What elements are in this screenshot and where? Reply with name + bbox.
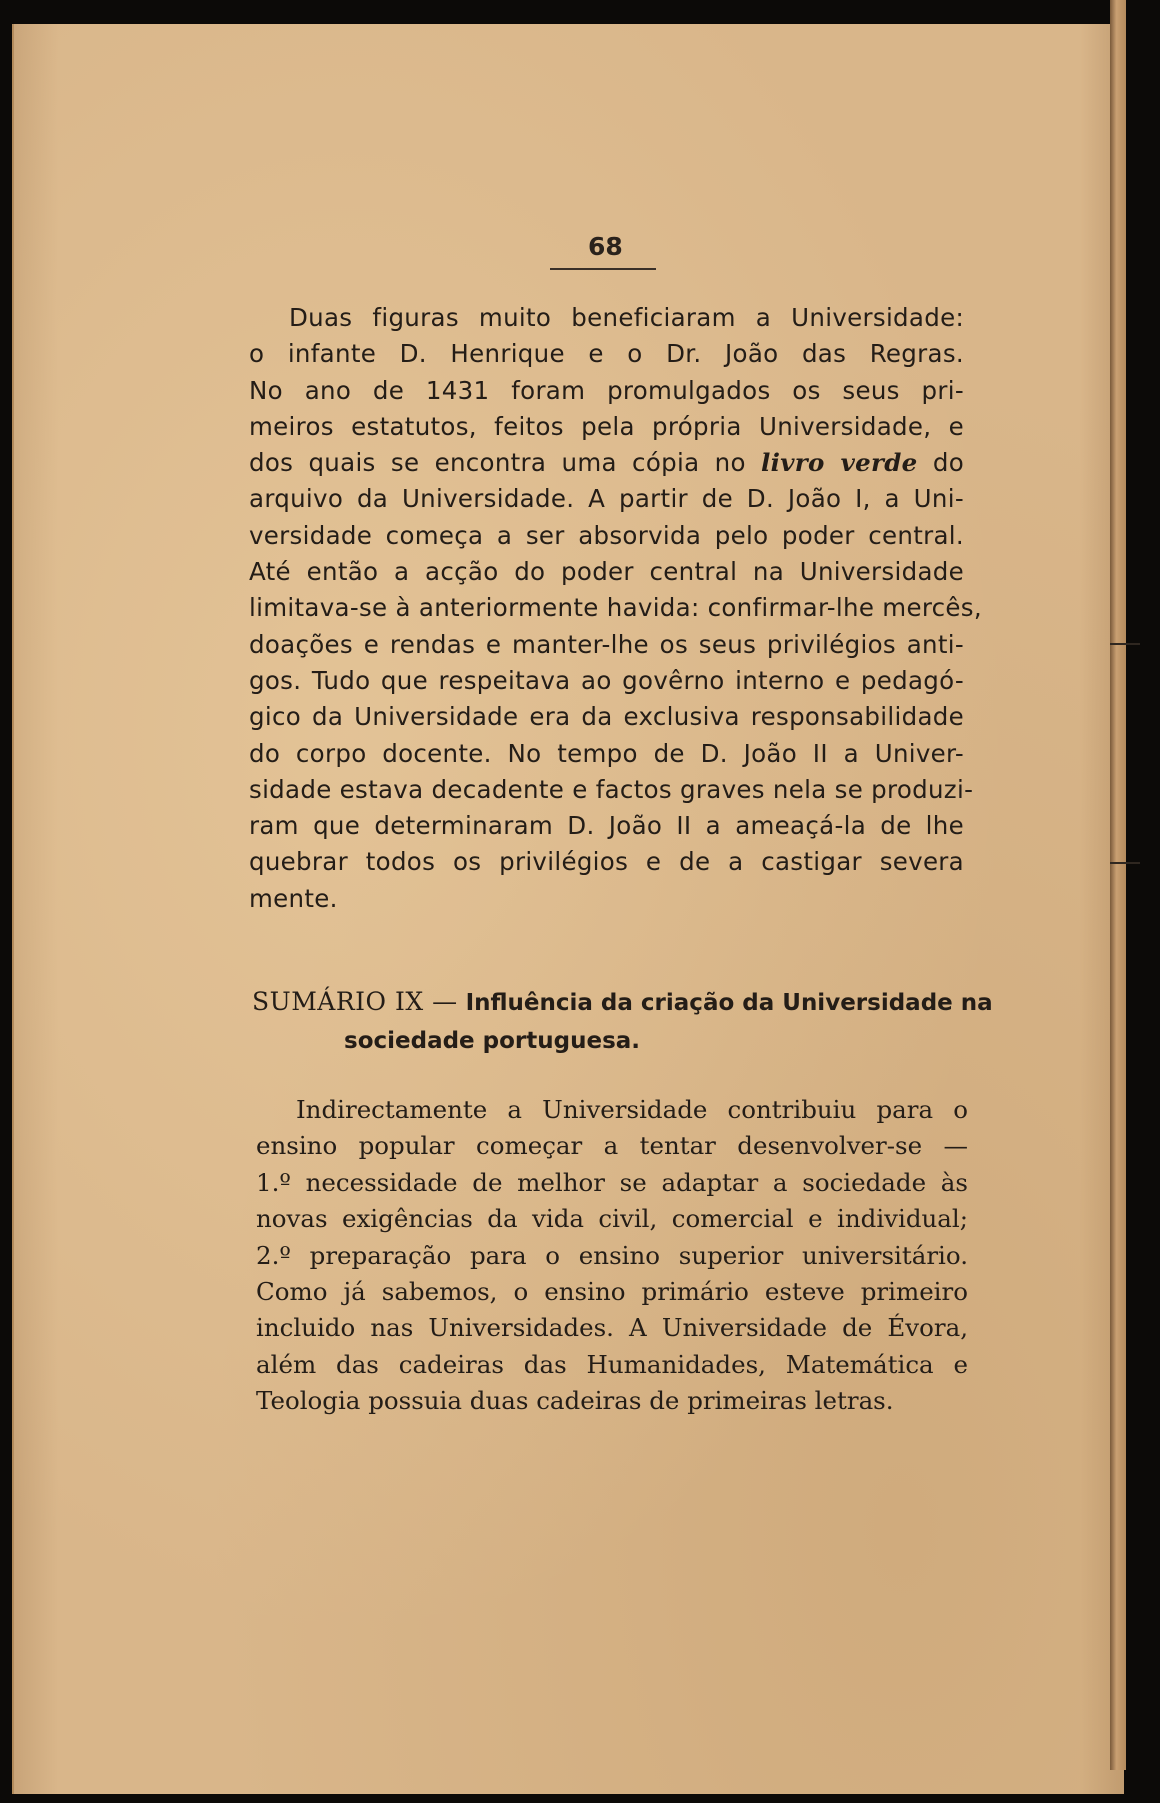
page-number-rule — [550, 268, 656, 270]
text-line: o infante D. Henrique e o Dr. João das Regras. — [249, 339, 964, 369]
text-line: sidade estava decadente e factos graves nela se produzi- — [249, 774, 974, 804]
text-line: Teologia possuia duas cadeiras de primeiras letras. — [256, 1386, 894, 1416]
text-line: doações e rendas e manter-lhe os seus privilégios anti- — [249, 629, 964, 659]
text-line: gos. Tudo que respeitava ao govêrno interno e pedagó- — [249, 665, 964, 695]
text-line: Como já sabemos, o ensino primário esteve primeiro — [256, 1277, 968, 1307]
paragraph-2 — [256, 1092, 968, 1420]
text-line-with-italic — [249, 445, 964, 481]
text-line: incluido nas Universidades. A Universidade de Évora, — [256, 1313, 968, 1343]
heading-line — [252, 983, 993, 1022]
text-line: meiros estatutos, feitos pela própria Universidade, e — [249, 411, 964, 441]
section-title: Influência da criação da Universidade na — [465, 990, 993, 1016]
page-number: 68 — [588, 232, 623, 261]
text-fragment: do — [932, 448, 964, 478]
section-label: SUMÁRIO IX — — [252, 987, 458, 1016]
text-line: do corpo docente. No tempo de D. João II a Univer- — [249, 738, 964, 768]
text-line: No ano de 1431 foram promulgados os seus pri- — [249, 375, 964, 405]
margin-mark — [1110, 862, 1140, 864]
text-line: além das cadeiras das Humanidades, Matemática e — [256, 1349, 968, 1379]
text-line: 1.º necessidade de melhor se adaptar a sociedade às — [256, 1167, 968, 1197]
text-line: gico da Universidade era da exclusiva responsabilidade — [249, 702, 964, 732]
text-line: arquivo da Universidade. A partir de D. João I, a Uni- — [249, 484, 964, 514]
section-title-continued: sociedade portuguesa. — [344, 1028, 641, 1054]
italic-title: livro verde — [761, 448, 918, 478]
text-line: quebrar todos os privilégios e de a castigar severa — [249, 847, 964, 877]
text-line: ensino popular começar a tentar desenvolver-se — — [256, 1131, 968, 1161]
text-line: novas exigências da vida civil, comercial e individual; — [256, 1204, 968, 1234]
margin-mark — [1110, 643, 1140, 645]
text-line: mente. — [249, 883, 338, 913]
paragraph-1 — [249, 300, 982, 917]
page-gutter — [1110, 0, 1126, 1770]
text-line: Duas figuras muito beneficiaram a Universidade: — [289, 303, 964, 332]
text-line: Indirectamente a Universidade contribuiu para o — [296, 1095, 968, 1124]
text-fragment: dos quais se encontra uma cópia no — [249, 448, 746, 478]
text-line: ram que determinaram D. João II a ameaçá-la de lhe — [249, 811, 964, 841]
text-line: limitava-se à anteriormente havida: confirmar-lhe mercês, — [249, 593, 982, 623]
section-heading — [252, 983, 993, 1060]
text-line: versidade começa a ser absorvida pelo poder central. — [249, 520, 964, 550]
text-line: 2.º preparação para o ensino superior universitário. — [256, 1240, 968, 1270]
text-line: Até então a acção do poder central na Universidade — [249, 557, 964, 587]
